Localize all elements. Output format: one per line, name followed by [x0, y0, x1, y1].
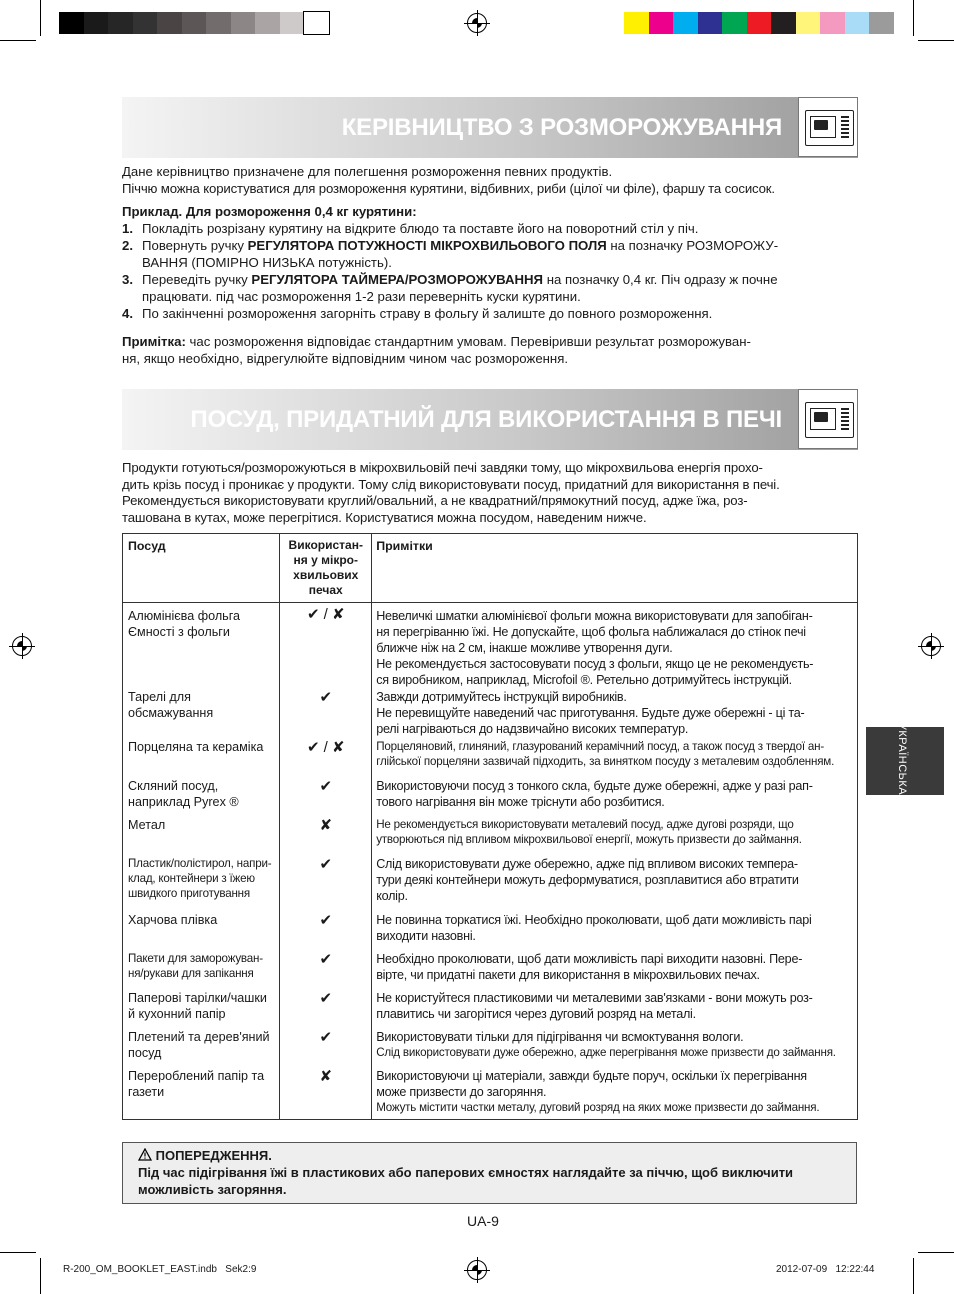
note-line: Використовуючи ці матеріали, завжди будьте поруч, оскільки їх перегрівання [376, 1068, 807, 1083]
table-header-row [123, 534, 858, 603]
header-cell-notes: Примітки [372, 534, 858, 603]
usage-cell [280, 1068, 372, 1120]
note-line: тового нагрівання він може тріснути або розбитися. [376, 794, 665, 809]
usage-mark: ✔ [319, 911, 333, 929]
color-swatch [722, 12, 747, 34]
usage-cell [280, 689, 372, 739]
note-line: плавитись чи загорітися через дуговий розряд на металі. [376, 1006, 696, 1021]
note-line: виходити назовні. [376, 928, 476, 943]
color-swatch [255, 12, 280, 34]
grayscale-color-bar [59, 12, 329, 34]
usage-cell [280, 990, 372, 1029]
note-line: глійської порцеляни зазвичай підходить, за винятком посуду з металевим оздобленням. [376, 754, 835, 768]
page-number: UA-9 [467, 1213, 499, 1229]
usage-cell [280, 603, 372, 689]
crop-mark [918, 1252, 954, 1253]
table-row [123, 951, 858, 990]
crop-mark [40, 0, 41, 36]
registration-mark-icon [921, 636, 941, 656]
usage-mark: ✔ / ✘ [306, 738, 345, 756]
usage-mark: ✔ [319, 855, 333, 873]
note-line: релі нагріваються до надзвичайно високих температур. [376, 721, 689, 736]
color-swatch [771, 12, 796, 34]
item-cell [123, 817, 280, 856]
step-item: 4. По закінченні розмороження загорніть страву в фольгу й залиште до повного розмороження. [122, 306, 713, 321]
intro-line: Піччю можна користуватися для розмороження курятини, відбивних, риби (цілої чи філе), фаршу та сосисок. [122, 181, 775, 196]
step-item: 3. Переведіть ручку РЕГУЛЯТОРА ТАЙМЕРА/РОЗМОРОЖУВАННЯ на позначку 0,4 кг. Піч одразу ж почне працювати. під час розмороження 1-2 рази переверніть куски курятини. [122, 272, 778, 304]
item-label: Пластик/полістирол, напри- [128, 856, 272, 870]
section-header-defrost [122, 97, 858, 158]
note-line: Не користуйтеся пластиковими чи металевими зав'язками - вони можуть роз- [376, 990, 813, 1005]
note-line: Необхідно проколювати, щоб дати можливість парі виходити назовні. Пере- [376, 951, 803, 966]
table-row [123, 1029, 858, 1068]
usage-mark: ✘ [319, 816, 333, 834]
color-swatch [820, 12, 845, 34]
color-swatch [698, 12, 723, 34]
usage-cell [280, 856, 372, 912]
note-line: Не рекомендується застосовувати посуд з фольги, якщо це не рекомендуєть- [376, 657, 814, 671]
item-label: наприклад Pyrex ® [128, 794, 239, 809]
notes-cell [372, 1029, 858, 1068]
crop-mark [918, 40, 954, 41]
note-line-small: Можуть містити частки металу, дуговий розряд на яких може призвести до займання. [376, 1100, 820, 1114]
color-swatch [280, 12, 305, 34]
notes-cell [372, 912, 858, 951]
item-label: й кухонний папір [128, 1006, 226, 1021]
usage-mark: ✔ [319, 777, 333, 795]
warning-box [122, 1142, 857, 1204]
warning-title: ПОПЕРЕДЖЕННЯ. [155, 1148, 272, 1163]
usage-cell [280, 778, 372, 817]
color-swatch [231, 12, 256, 34]
notes-cell [372, 990, 858, 1029]
item-label: клад, контейнери з їжею [128, 871, 255, 885]
registration-mark-icon [467, 13, 487, 33]
microwave-icon [798, 97, 858, 157]
registration-mark-icon [467, 1260, 487, 1280]
header-cell-usage: Використан- ня у мікро- хвильових печах [280, 534, 372, 603]
color-swatch [649, 12, 674, 34]
note-line: тури деякі контейнери можуть деформуватися, розплавитися або втратити [376, 872, 799, 887]
item-label: обсмажування [128, 705, 214, 720]
color-swatch [624, 12, 649, 34]
usage-cell [280, 912, 372, 951]
item-label: посуд [128, 1045, 162, 1060]
crop-mark [40, 1258, 41, 1294]
usage-cell [280, 1029, 372, 1068]
note-paragraph: Примітка: час розмороження відповідає стандартним умовам. Перевіривши результат розморожуван- ня, якщо необхідно, відрегулюйте відповідним чином час розмороження. [122, 334, 751, 366]
item-cell [123, 739, 280, 778]
item-cell [123, 951, 280, 990]
table-row [123, 817, 858, 856]
crop-mark [0, 40, 36, 41]
item-label: Пакети для заморожуван- [128, 951, 263, 965]
footer-date: 2012-07-09 12:22:44 [776, 1264, 875, 1275]
warning-icon [138, 1148, 152, 1161]
intro-line: Дане керівництво призначене для полегшення розмороження певних продуктів. [122, 164, 613, 179]
color-swatch [157, 12, 182, 34]
item-cell [123, 689, 280, 739]
step-item: 2. Повернуть ручку РЕГУЛЯТОРА ПОТУЖНОСТІ МІКРОХВИЛЬОВОГО ПОЛЯ на позначку РОЗМОРОЖУ- ВАННЯ (ПОМІРНО НИЗЬКА потужність). [122, 238, 779, 270]
note-line: Слід використовувати дуже обережно, адже під впливом високих темпера- [376, 856, 798, 871]
item-cell [123, 990, 280, 1029]
item-cell [123, 1068, 280, 1120]
item-cell [123, 603, 280, 689]
note-line: Не повинна торкатися їжі. Необхідно проколювати, щоб дати можливість парі [376, 912, 812, 927]
crop-mark [913, 0, 914, 36]
color-swatch [182, 12, 207, 34]
usage-mark: ✔ [319, 989, 333, 1007]
header-cell-item: Посуд [123, 534, 280, 603]
color-swatch [673, 12, 698, 34]
color-swatch [59, 12, 84, 34]
item-cell [123, 912, 280, 951]
note-line: Не рекомендується використовувати металевий посуд, адже дугові розряди, що [376, 817, 794, 831]
note-line-small: Слід використовувати дуже обережно, адже перегрівання може призвести до займання. [376, 1045, 836, 1059]
item-label: Перероблений папір та [128, 1068, 265, 1083]
usage-cell [280, 951, 372, 990]
note-line: вірте, чи придатні пакети для використання в мікрохвильових печах. [376, 967, 760, 982]
warning-text: Під час підігрівання їжі в пластикових або паперових ємностях наглядайте за піччю, щоб виключити [138, 1165, 794, 1180]
cookware-table [122, 533, 858, 1120]
usage-mark: ✘ [319, 1067, 333, 1085]
cmyk-color-bar [624, 12, 894, 34]
registration-mark-icon [12, 636, 32, 656]
table-row [123, 912, 858, 951]
notes-cell [372, 739, 858, 778]
item-label: Тарелі для [128, 689, 191, 704]
table-row [123, 739, 858, 778]
table-row [123, 990, 858, 1029]
table-row [123, 1068, 858, 1120]
note-line: колір. [376, 888, 408, 903]
usage-mark: ✔ [319, 1028, 333, 1046]
item-label: газети [128, 1084, 165, 1099]
table-row [123, 778, 858, 817]
item-label: Паперові тарілки/чашки [128, 990, 267, 1005]
note-line: Завжди дотримуйтесь інструкцій виробників. [376, 689, 627, 704]
section-title: ПОСУД, ПРИДАТНИЙ ДЛЯ ВИКОРИСТАННЯ В ПЕЧІ [190, 406, 782, 433]
notes-cell [372, 856, 858, 912]
note-line: утворюються під впливом мікрохвильової енергії, можуть призвести до займання. [376, 832, 802, 846]
note-line: Використовуючи посуд з тонкого скла, будьте дуже обережні, адже у разі рап- [376, 778, 813, 793]
example-title: Приклад. Для розмороження 0,4 кг курятини: [122, 204, 417, 219]
item-cell [123, 856, 280, 912]
item-label: Порцеляна та кераміка [128, 739, 264, 754]
item-label: Харчова плівка [128, 912, 218, 927]
cookware-intro: Продукти готуються/розморожуються в мікрохвильовій печі завдяки тому, що мікрохвильова енергія прохо- дить крізь посуд і проникає у продукти. Тому слід використовувати посуд, придатний для використання в печі. Рекомендується використовувати круглий/овальний, а не квадратний/прямокутний посуд, адже їжа, роз- ташована в кутах, може перегрітися. Користуватися можна посудом, наведеним нижче. [122, 460, 780, 525]
section-header-cookware [122, 389, 858, 450]
item-label: Метал [128, 817, 166, 832]
color-swatch [869, 12, 894, 34]
usage-mark: ✔ [319, 950, 333, 968]
footer-file: R-200_OM_BOOKLET_EAST.indb Sek2:9 [63, 1264, 257, 1275]
steps-list [122, 221, 858, 323]
item-label: Ємності з фольги [128, 625, 230, 639]
microwave-icon [798, 389, 858, 449]
item-label: Алюмінієва фольга [128, 609, 241, 623]
color-swatch [796, 12, 821, 34]
notes-cell [372, 951, 858, 990]
usage-cell [280, 739, 372, 778]
color-swatch [206, 12, 231, 34]
step-item: 1. Покладіть розрізану курятину на відкрите блюдо та поставте його на поворотний стіл у піч. [122, 221, 699, 236]
notes-cell [372, 778, 858, 817]
note-line: Не перевищуйте наведений час приготування. Будьте дуже обережні - ці та- [376, 705, 805, 720]
item-label: ня/рукави для запікання [128, 966, 254, 980]
note-line: Порцеляновий, глиняний, глазурований керамічний посуд, а також посуд з твердої ан- [376, 739, 825, 753]
item-label: Плетений та дерев'яний [128, 1029, 270, 1044]
note-line: ближче ніж на 2 см, інакше можливе утворення дуги. [376, 641, 673, 655]
table-row [123, 603, 858, 689]
note-line: ня перегріванню їжі. Не допускайте, щоб фольга наближалася до стінок печі [376, 625, 806, 639]
color-swatch [108, 12, 133, 34]
note-line: ся виробником, наприклад, Microfoil ®. Ретельно дотримуйтесь інструкцій. [376, 673, 792, 687]
color-swatch [845, 12, 870, 34]
color-swatch [747, 12, 772, 34]
section-title: КЕРІВНИЦТВО З РОЗМОРОЖУВАННЯ [341, 114, 782, 141]
color-swatch [304, 12, 329, 34]
color-swatch [133, 12, 158, 34]
language-tab: УКРАЇНСЬКА [866, 727, 944, 795]
notes-cell [372, 603, 858, 689]
notes-cell [372, 689, 858, 739]
notes-cell [372, 817, 858, 856]
usage-mark: ✔ [319, 688, 333, 706]
warning-text: можливість загоряння. [138, 1182, 287, 1197]
item-label: швидкого приготування [128, 886, 250, 900]
table-row [123, 689, 858, 739]
item-cell [123, 1029, 280, 1068]
note-line: може призвести до загоряння. [376, 1084, 547, 1099]
table-row [123, 856, 858, 912]
usage-mark: ✔ / ✘ [306, 606, 345, 623]
notes-cell [372, 1068, 858, 1120]
crop-mark [913, 1258, 914, 1294]
color-swatch [84, 12, 109, 34]
note-line: Використовувати тільки для підігрівання чи всмоктування вологи. [376, 1029, 744, 1044]
crop-mark [0, 1252, 36, 1253]
note-line: Невеличкі шматки алюмінієвої фольги можна використовувати для запобіган- [376, 609, 813, 623]
item-label: Скляний посуд, [128, 778, 219, 793]
usage-cell [280, 817, 372, 856]
item-cell [123, 778, 280, 817]
